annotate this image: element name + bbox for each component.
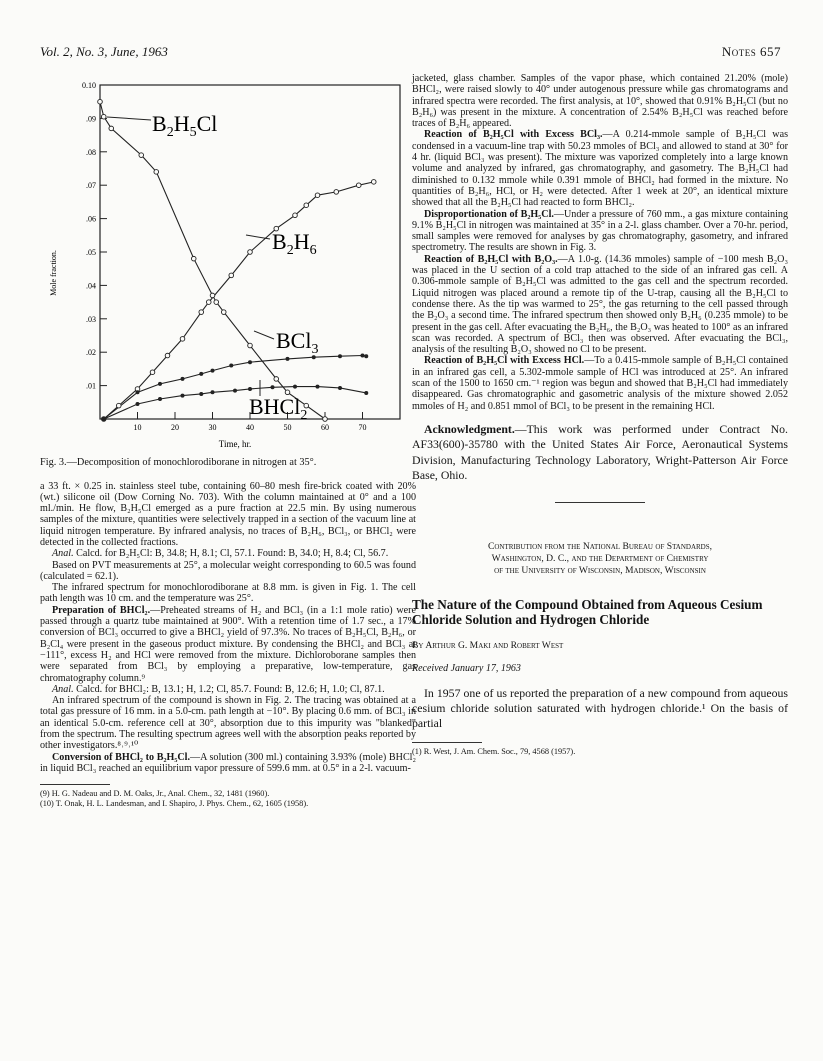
acknowledgment-block [412,422,788,484]
section-head: Preparation of BHCl₂. [52,604,151,616]
footnote: (10) T. Onak, H. L. Landesman, and I. Shapiro, J. Phys. Chem., 62, 1605 (1958). [40,798,309,808]
paragraph: a 33 ft. × 0.25 in. stainless steel tube, containing 60–80 mesh fire-brick coated with 20% (wt.) silicone oil (Dow Corning No. 703). With the column maintained at 0° and a 100 ml./min. He flow, B₂H₅Cl emerged as a pure fraction at 22.5 min. By using numerous samples of the mixture, quantities were selectively trapped in a section of the vacuum line at liquid nitrogen temperature. By infrared analysis, no traces of B₂H₆, BCl₃, or BHCl₂ were detected in the collected fractions. [40,480,416,548]
left-column [40,73,416,808]
section-head: Reaction of B₂H₅Cl with Excess BCl₃. [424,129,603,141]
data-point [229,273,234,278]
section-text: —Preheated streams of H₂ and BCl₃ (in a 1:1 mole ratio) were passed through a quartz tube maintained at 900°. With a retention time of 1.7 sec., a 17% conversion of BCl₃ occurred to give a BHCl₂ yield of 97.3%. No traces of B₂H₅Cl, B₂H₆, or B₂Cl₄ were present in the gaseous product mixture. By condensing the BHCl₂ and BCl₃ at −111°, excess H₂ and HCl were removed from the mixture. Dichloroborane samples then were separated from BCl₃ by employing a preparative, low-temperature, gas chromatography column.⁹ [40,604,416,684]
paragraph [40,548,416,559]
acknowledgment-head: Acknowledgment. [424,421,515,436]
paragraph: An infrared spectrum of the compound is shown in Fig. 2. The tracing was obtained at a total gas pressure of 16 mm. in a 5.0-cm. path length at −10°. By placing 0.6 mm. of BCl₃ in an identical 5.0-cm. reference cell at 30°, absorption due to this impurity was "blanked" from the spectrum. The resulting spectrum agrees well with the absorption peaks reported by other investigators.⁸˒⁹˒¹⁰ [40,695,416,752]
y-tick-label: 0.10 [82,81,96,90]
data-point [211,390,215,394]
paragraph [412,129,788,208]
y-tick-label: .04 [86,281,96,291]
series-label: BHCl$_2$ [249,394,308,423]
right-column [412,73,788,756]
x-tick-label: 10 [133,423,142,432]
y-tick-label: .08 [86,147,96,157]
decomposition-chart [40,73,416,453]
data-point [338,386,342,390]
data-point [210,293,215,298]
analysis-label: Anal. [52,683,74,695]
running-header-left: Vol. 2, No. 3, June, 1963 [40,44,168,59]
data-point [150,370,155,375]
data-point [315,193,320,198]
series-label: $B_2H_6$ [272,229,317,258]
footnote: (1) R. West, J. Am. Chem. Soc., 79, 4568 (1957). [412,746,576,756]
footnote: (9) H. G. Nadeau and D. M. Oaks, Jr., Anal. Chem., 32, 1481 (1960). [40,789,270,799]
x-tick-label: 20 [171,423,179,432]
data-point [98,99,103,104]
data-point [136,402,140,406]
paragraph [412,209,788,254]
y-tick-label: .06 [86,214,96,224]
data-point [154,170,159,175]
data-point [364,354,368,358]
data-point [206,300,211,305]
data-point [248,343,253,348]
acknowledgment [412,422,788,484]
data-point [180,337,185,342]
data-point [293,213,298,218]
data-point [334,190,339,195]
section-head: Reaction of B₂H₅Cl with Excess HCl. [424,355,585,367]
contribution-line-2: Washington, D. C., and the Department of Chemistry [491,552,709,564]
y-axis-label: Mole fraction. [49,250,58,296]
analysis-text: Calcd. for B₂H₅Cl: B, 34.8; H, 8.1; Cl, 57.1. Found: B, 34.0; H, 8.4; Cl, 56.7. [73,548,389,560]
series-line [104,182,374,419]
data-point [221,310,226,315]
label-leader [254,331,274,339]
byline: By Arthur G. Maki and Robert West [412,639,564,651]
data-point [316,385,320,389]
data-point [101,114,106,119]
section-text: —Under a pressure of 760 mm., a gas mixture containing 9.1% B₂H₅Cl in nitrogen was maintained at 35° in a 2-l. glass chamber. Over a 70-hr. period, small samples were removed for analyses by gas chromatography, gasometry, and infrared spectrometry. The results are shown in Fig. 3. [412,208,788,254]
y-tick-label: .02 [86,348,96,358]
figure-3 [40,73,416,453]
data-point [364,391,368,395]
x-tick-label: 70 [358,423,367,432]
y-tick-label: .07 [86,181,96,191]
intro-paragraph: In 1957 one of us reported the preparation of a new compound from aqueous cesium chloride solution saturated with hydrogen chloride.¹ On the basis of partial [412,685,788,731]
section-rule [555,502,645,503]
data-point [274,377,279,382]
data-point [181,377,185,381]
label-leader [107,117,151,120]
data-point [139,153,144,158]
section-text: —A solution (300 ml.) containing 3.93% (mole) BHCl₂ in liquid BCl₃ reached an equilibrium vapor pressure of 599.6 mm. at 0.5° in a 2-l. vacuum- [40,751,416,774]
x-axis-label: Time, hr. [218,439,252,449]
section-text: —To a 0.415-mmole sample of B₂H₅Cl contained in an infrared gas cell, a 5.302-mmole sample of HCl was introduced at 25°. An infrared scan of the 1500 to 1650 cm.⁻¹ region was begun and showed that B₂H₅Cl had immediately disappeared. Gas chromatographic and gasometric analysis of the mixture showed 2.052 mmoles of H₂ and 0.851 mmol of BCl₃ to be present in the remaining HCl. [412,355,788,412]
x-tick-label: 30 [208,423,217,432]
running-header-right: Notes 657 [721,44,781,59]
paragraph [40,605,416,684]
data-point [229,364,233,368]
data-point [199,310,204,315]
data-point [136,390,140,394]
data-point [248,387,252,391]
data-point [158,382,162,386]
received-date: Received January 17, 1963 [412,662,521,674]
data-point [158,397,162,401]
y-tick-label: .05 [86,248,96,257]
data-point [356,183,361,188]
paragraph [412,355,788,411]
y-tick-label: .03 [86,314,96,324]
x-tick-label: 50 [283,423,292,432]
y-tick-label: .09 [86,114,96,124]
analysis-text: Calcd. for BHCl₂: B, 13.1; H, 1.2; Cl, 85.7. Found: B, 12.6; H, 1.0; Cl, 87.1. [73,683,385,695]
analysis-label: Anal. [52,548,74,560]
data-point [248,360,252,364]
data-point [109,126,114,131]
article-title: The Nature of the Compound Obtained from Aqueous Cesium Chloride Solution and Hydrogen Chloride [412,596,763,628]
data-point [248,250,253,255]
x-tick-label: 40 [246,423,254,432]
data-point [199,392,203,396]
data-point [199,372,203,376]
data-point [191,256,196,261]
footnote-rule [412,742,482,743]
data-point [116,403,121,408]
contribution-line [412,541,788,577]
footnote-rule [40,784,110,785]
section-head: Conversion of BHCl₂ to B₂H₅Cl. [52,751,190,763]
data-point [211,369,215,373]
section-text: —A 0.214-mmole sample of B₂H₅Cl was condensed in a vacuum-line trap with 50.23 mmoles of BCl₃ and allowed to stand at 30° for 4 hr. (liquid BCl₃ was present). The mixture was vaporized completely into a large known volume and analyzed by infrared, gas chromatography, and gasometry. The B₂H₅Cl had diminished to 0.132 mmole while 0.391 mmole of BHCl₂ had formed in the mixture. No quantities of B₂H₆, HCl, or H₂ were detected. After 1 week at 20°, an identical mixture showed that all the B₂H₅Cl had reacted to form BHCl₂. [412,129,789,209]
data-point [102,417,106,421]
paragraph: Based on PVT measurements at 25°, a molecular weight corresponding to 60.5 was found (calculated = 62.1). [40,559,416,582]
data-point [361,354,365,358]
intro-block [412,686,788,732]
data-point [293,385,297,389]
data-point [323,417,328,422]
paragraph [40,684,416,695]
data-point [165,353,170,358]
data-point [181,394,185,398]
data-point [338,354,342,358]
data-point [271,385,275,389]
series-label: BCl$_3$ [276,328,319,357]
data-point [304,203,309,208]
series-label: $B_2H_5Cl$ [152,111,218,140]
section-text: —A 1.0-g. (14.36 mmoles) sample of −100 mesh B₂O₃ was placed in the U section of a cold trap attached to the side of an infrared gas cell. A 0.306-mmole sample of B₂H₅Cl was admitted to the gas cell and the spectrum recorded. Liquid nitrogen was placed around a remote tip of the U-trap, causing all the B₂H₅Cl to condense there. As the tip was warmed to 25°, the gas returning to the cell passed through the B₂O₃ a second time. The infrared spectrum then showed only B₂H₆ (0.235 mmole) to be present in the gas cell. After evacuating the B₂H₆, the B₂O₃ was heated to 100° as an infrared scan was recorded. A spectrum of BCl₃ then was observed. After evacuating the BCl₃, analysis of the resulting B₂O₃ showed no Cl to be present. [412,253,788,356]
section-head: Reaction of B₂H₅Cl with B₂O₃. [424,253,558,265]
data-point [371,180,376,185]
section-head: Disproportionation of B₂H₅Cl. [424,208,554,220]
data-point [286,357,290,361]
data-point [233,389,237,393]
acknowledgment-text: —This work was performed under Contract No. AF33(600)-35780 with the United States Air Force, Aeronautical Systems Division, Manufacturing Technology Laboratory, Wright-Patterson Air Force Base, Ohio. [412,421,788,483]
figure-caption: Fig. 3.—Decomposition of monochlorodiborane in nitrogen at 35°. [40,457,317,468]
contribution-line-3: of the University of Wisconsin, Madison, Wisconsin [494,564,706,576]
contribution-line-1: Contribution from the National Bureau of Standards, [487,540,713,552]
paragraph [40,752,416,775]
x-tick-label: 60 [321,423,329,432]
paragraph: The infrared spectrum for monochlorodiborane at 8.8 mm. is given in Fig. 1. The cell path length was 10 cm. and the temperature was 25°. [40,582,416,605]
paragraph [412,254,788,356]
data-point [214,300,219,305]
y-tick-label: .01 [86,381,96,391]
paragraph: jacketed, glass chamber. Samples of the vapor phase, which contained 21.20% (mole) BHCl₂, were raised slowly to 40° under autogenous pressure while gas chromatograms and infrared spectra were recorded. The first analysis, at 10°, showed that 0.91% B₂H₅Cl (but no B₂H₆) was present in the mixture. A concentration of 2.54% B₂H₅Cl was reached before traces of B₂H₆ appeared. [412,73,788,130]
